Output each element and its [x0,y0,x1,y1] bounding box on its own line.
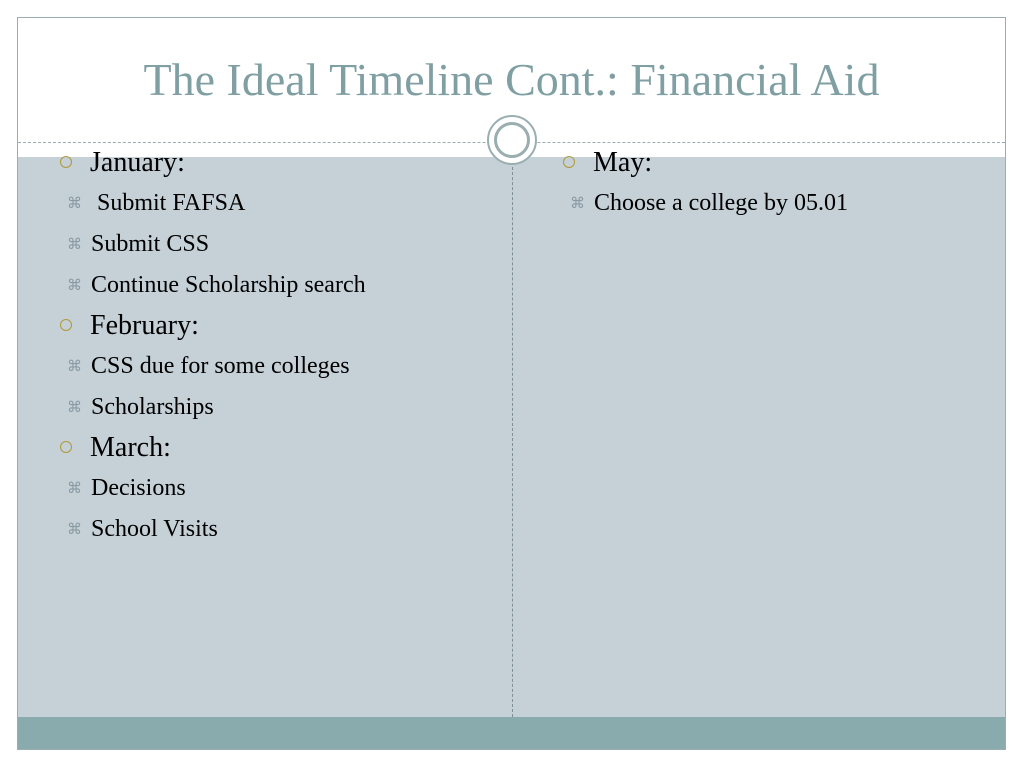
footer-bar [18,717,1005,750]
list-item [60,349,480,383]
star-bullet-icon: ⌘ [570,194,585,212]
slide-title: The Ideal Timeline Cont.: Financial Aid [143,54,880,105]
right-column [563,146,983,227]
list-item [60,186,480,220]
bullet-list-left [60,146,480,546]
column-divider [512,157,513,717]
list-item [563,186,983,220]
star-bullet-icon: ⌘ [67,276,82,294]
list-item-text: Choose a college by 05.01 [594,190,848,216]
hollow-circle-icon [60,441,72,453]
section-heading: February: [90,310,199,341]
list-item [60,227,480,261]
section-may [563,146,983,180]
list-item-text: Submit CSS [91,231,210,257]
list-item-text: Submit FAFSA [91,190,246,216]
list-item-text: School Visits [91,516,218,542]
ring-ornament-icon [487,115,537,165]
bullet-list-right [563,146,983,220]
star-bullet-icon: ⌘ [67,398,82,416]
section-heading: January: [90,147,185,178]
left-column [60,146,480,553]
list-item-text: Scholarships [91,394,214,420]
star-bullet-icon: ⌘ [67,357,82,375]
list-item-text: Continue Scholarship search [91,272,366,298]
hollow-circle-icon [60,319,72,331]
section-heading: May: [593,147,653,178]
star-bullet-icon: ⌘ [67,194,82,212]
section-heading: March: [90,432,171,463]
hollow-circle-icon [60,156,72,168]
list-item [60,268,391,302]
section-march [60,431,480,465]
star-bullet-icon: ⌘ [67,520,82,538]
list-item [60,390,480,424]
list-item-text: Decisions [91,475,186,501]
section-february [60,309,480,343]
list-item-text: CSS due for some colleges [91,353,350,379]
ring-inner [494,122,530,158]
section-january [60,146,480,180]
hollow-circle-icon [563,156,575,168]
list-item [60,471,480,505]
star-bullet-icon: ⌘ [67,479,82,497]
list-item [60,512,480,546]
star-bullet-icon: ⌘ [67,235,82,253]
